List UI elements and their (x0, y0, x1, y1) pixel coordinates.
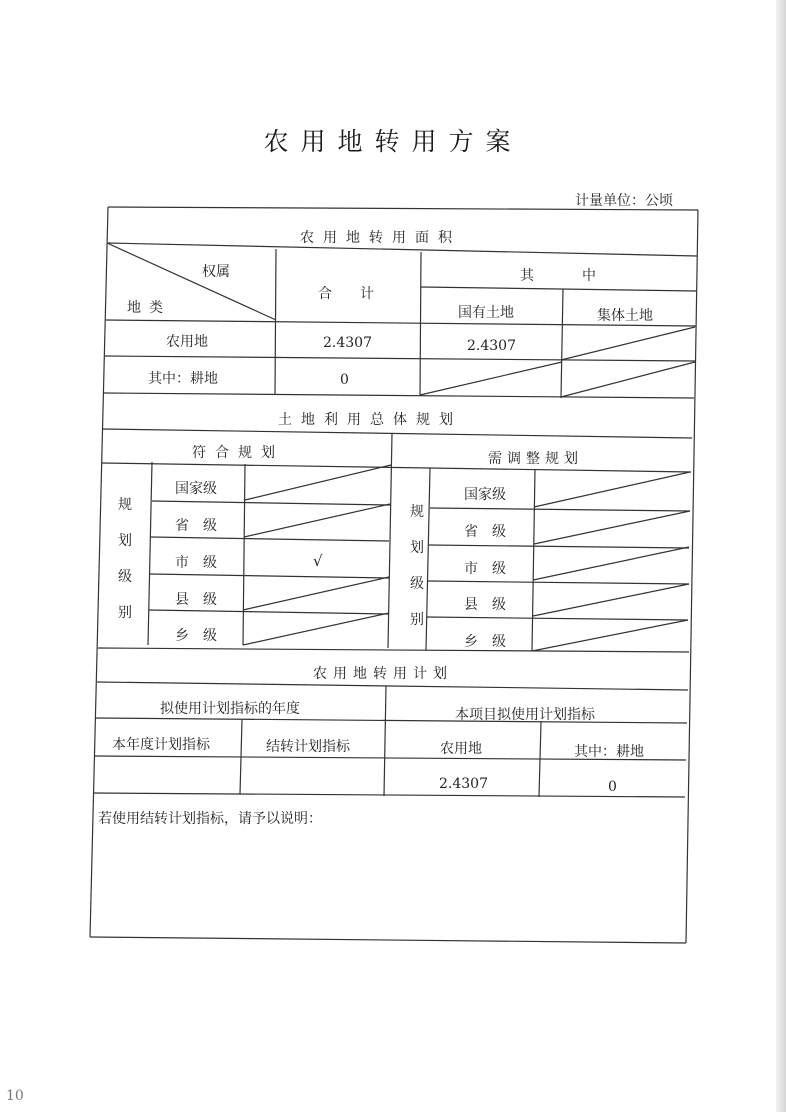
diag-landtype-label: 地类 (127, 300, 171, 316)
conform-city-checkmark: √ (313, 552, 323, 570)
area-header: 农用地转用面积 (300, 230, 461, 246)
farmland-quota-value: 2.4307 (439, 776, 488, 792)
conform-level-county: 县级 (175, 592, 231, 608)
row-farmland-state: 2.4307 (467, 338, 516, 354)
year-col-header: 拟使用计划指标的年度 (160, 701, 300, 717)
diag-ownership-label: 权属 (202, 264, 230, 280)
col-state-land: 国有土地 (458, 305, 514, 321)
row-cultivated-total: 0 (340, 372, 349, 388)
planning-header: 土地利用总体规划 (278, 412, 462, 428)
conversion-header: 农用地转用计划 (313, 666, 453, 682)
conform-level-province: 省级 (175, 518, 231, 534)
row-farmland-label: 农用地 (166, 334, 208, 350)
cultivated-quota-value: 0 (608, 779, 617, 795)
conform-level-city: 市级 (175, 555, 231, 571)
corner-handwritten-note: 10 (6, 1088, 24, 1104)
row-cultivated-label: 其中：耕地 (148, 371, 218, 387)
adjust-level-national: 国家级 (464, 487, 506, 503)
adjust-level-province: 省级 (464, 524, 520, 540)
adjust-level-city: 市级 (464, 561, 520, 577)
unit-label: 计量单位：公顷 (575, 193, 673, 209)
col-total: 合计 (318, 286, 402, 302)
row-farmland-total: 2.4307 (323, 335, 372, 351)
this-year-quota-header: 本年度计划指标 (112, 737, 210, 753)
document-title: 农用地转用方案 (263, 127, 523, 156)
carryover-quota-header: 结转计划指标 (266, 739, 350, 755)
cultivated-quota-header: 其中：耕地 (574, 744, 644, 760)
conform-level-township: 乡级 (175, 628, 231, 644)
project-col-header: 本项目拟使用计划指标 (455, 707, 595, 723)
conform-header: 符合规划 (192, 445, 284, 461)
col-of-which: 其中 (520, 268, 644, 284)
farmland-quota-header: 农用地 (440, 741, 482, 757)
conform-level-national: 国家级 (175, 481, 217, 497)
adjust-level-township: 乡级 (464, 634, 520, 650)
adjust-header: 需调整规划 (488, 451, 583, 467)
carryover-explanation-note: 若使用结转计划指标，请予以说明： (98, 811, 322, 827)
adjust-level-county: 县级 (464, 597, 520, 613)
col-collective-land: 集体土地 (597, 308, 653, 324)
